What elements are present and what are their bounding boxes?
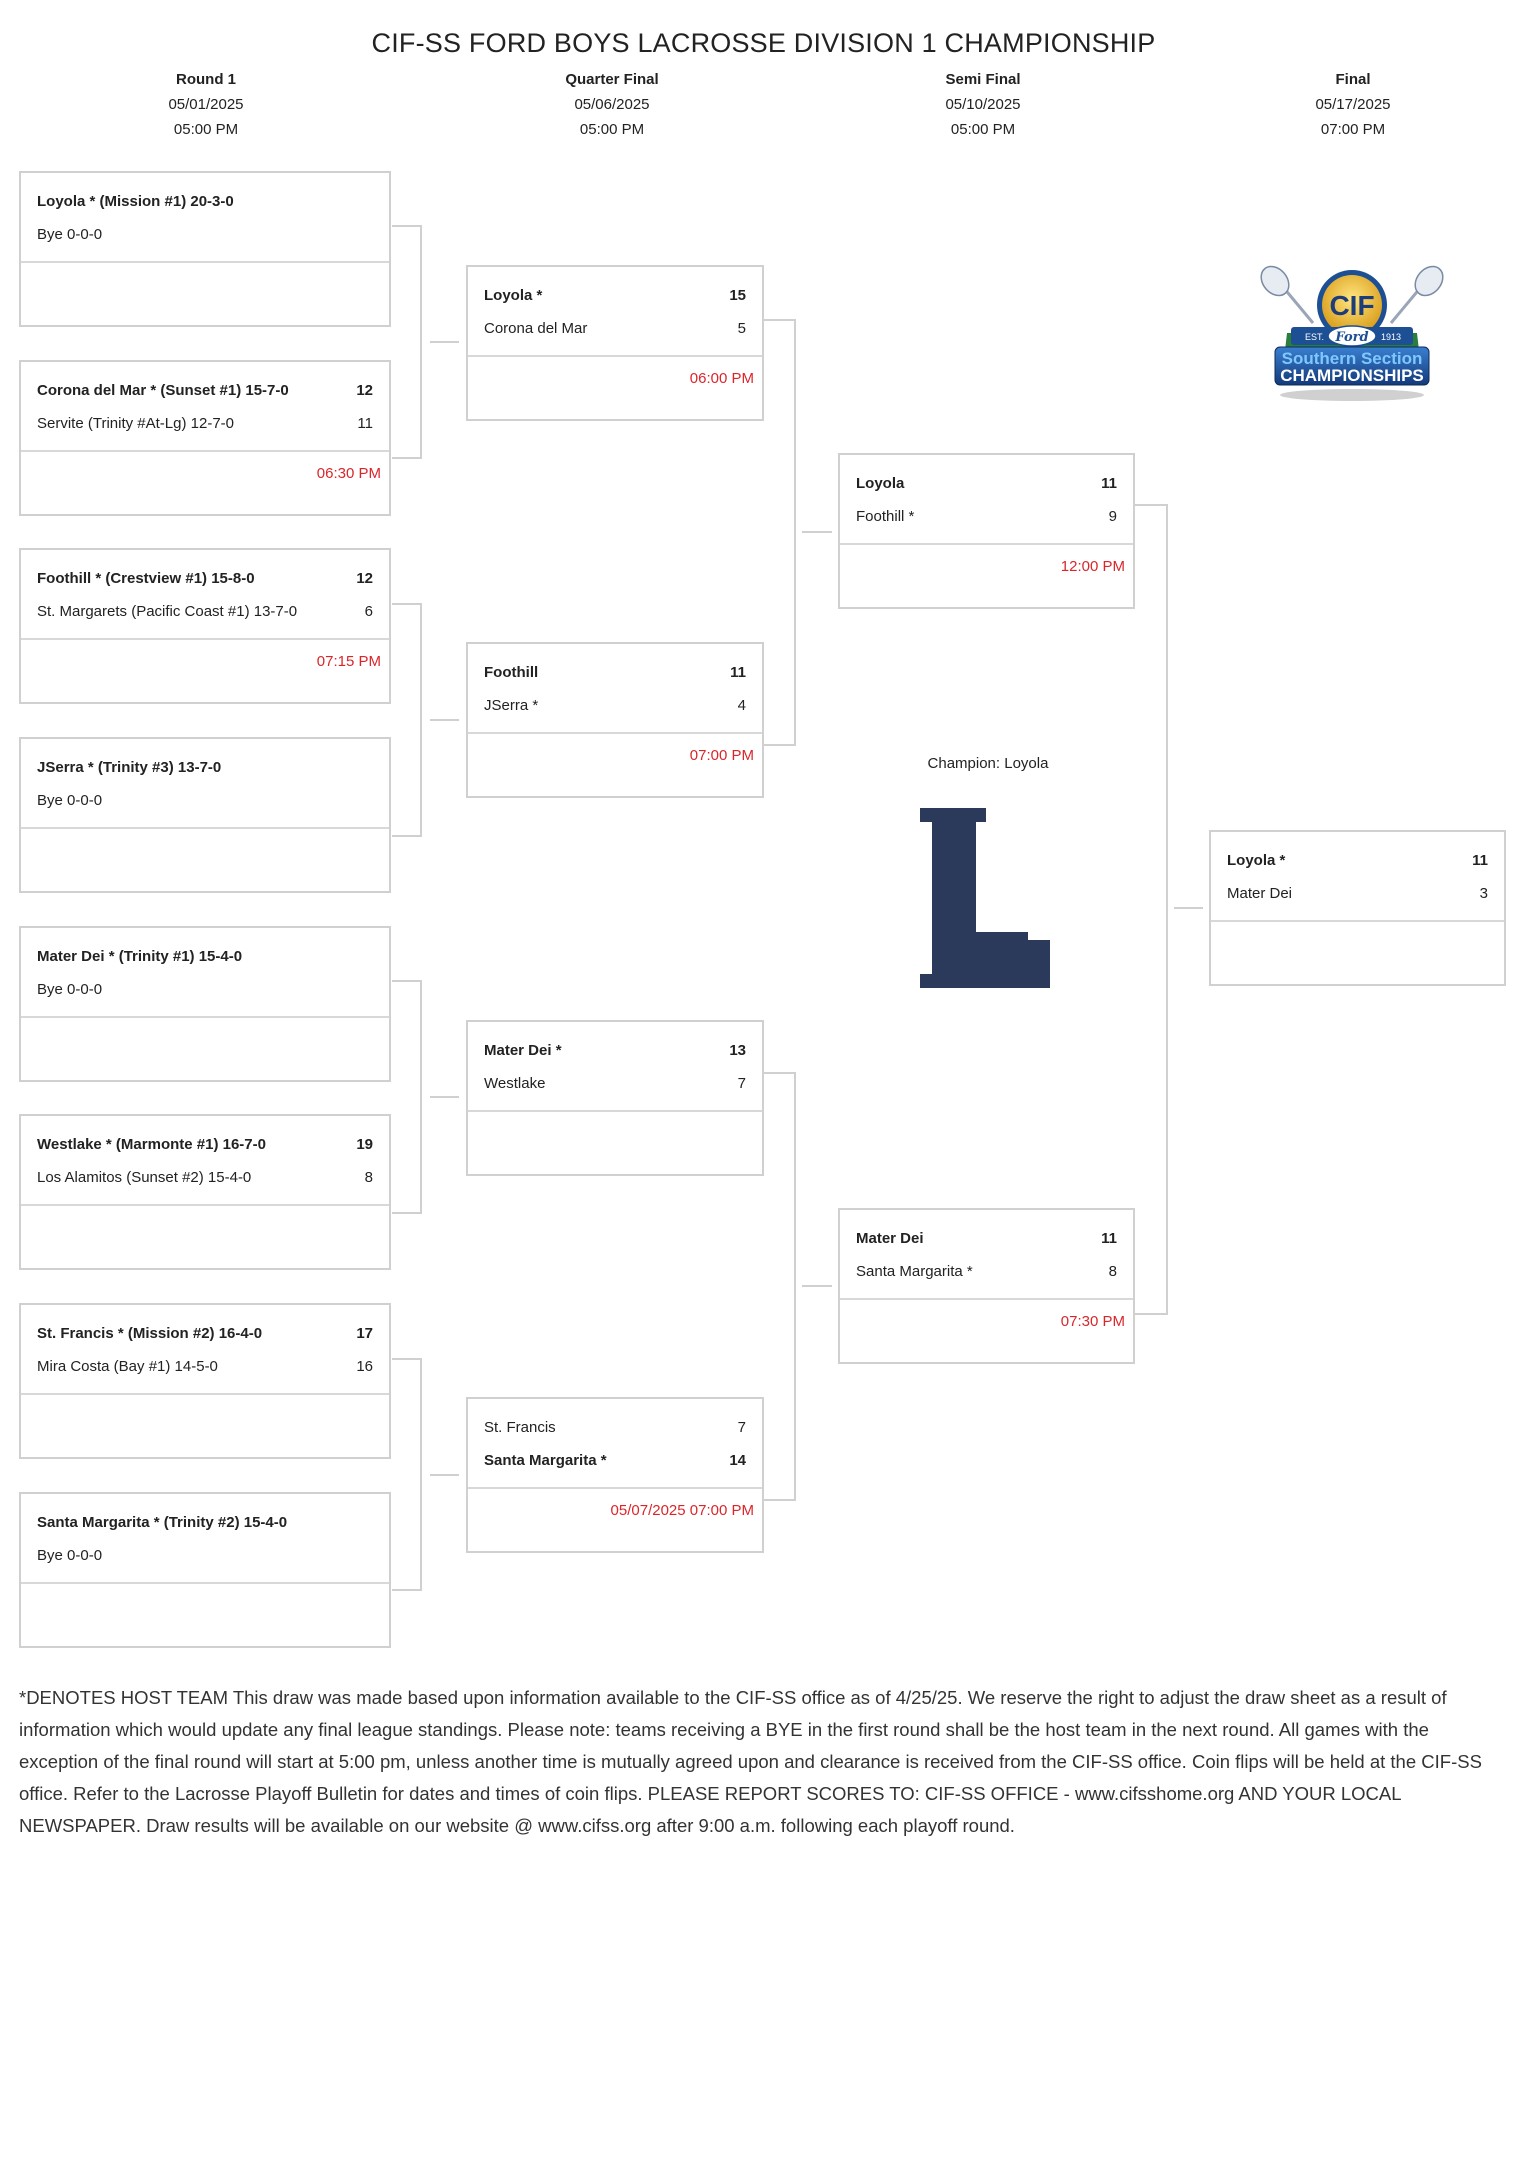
team-name: Servite (Trinity #At-Lg) 12-7-0: [37, 415, 235, 432]
team-row: [484, 320, 746, 337]
team-name: Bye 0-0-0: [37, 1547, 103, 1564]
notes-paragraph: *DENOTES HOST TEAM This draw was made based upon information available to the CIF-SS office as of 4/25/25. We reserve the right to adjust the draw sheet as a result of information which would update any final league standings. Please note: teams receiving a BYE in the first round shall be the host team in the next round. All games with the exception of the final round will start at 5:00 pm, unless another time is mutually agreed upon and clearance is received from the CIF-SS office. Coin flips will be held at the CIF-SS office. Refer to the Lacrosse Playoff Bulletin for dates and times of coin flips. PLEASE REPORT SCORES TO: CIF-SS OFFICE - www.cifsshome.org AND YOUR LOCAL NEWSPAPER. Draw results will be available on our website @ www.cifss.org after 9:00 a.m. following each playoff round.: [19, 1687, 1482, 1836]
champion-label: Champion: Loyola: [927, 755, 1049, 772]
round-time: 07:00 PM: [1320, 121, 1386, 138]
team-score: 12: [356, 570, 373, 587]
team-row: [37, 1169, 373, 1186]
match-box-final: [1209, 830, 1506, 986]
match-time: 06:00 PM: [689, 370, 754, 387]
divider: [468, 732, 762, 734]
team-row: [37, 415, 373, 432]
team-name: JSerra * (Trinity #3) 13-7-0: [37, 759, 222, 776]
match-box-r1-1: [19, 171, 391, 327]
team-name: Bye 0-0-0: [37, 226, 103, 243]
team-row: [856, 508, 1117, 525]
team-row: [37, 570, 373, 587]
team-name: Santa Margarita * (Trinity #2) 15-4-0: [37, 1514, 288, 1531]
divider: [21, 1016, 389, 1018]
team-score: 16: [356, 1358, 373, 1375]
team-score: 8: [364, 1169, 373, 1186]
round-date: 05/17/2025: [1315, 96, 1391, 113]
team-row: [856, 475, 1117, 492]
team-name: Santa Margarita *: [856, 1263, 973, 1280]
team-name: Foothill: [484, 664, 539, 681]
team-name: Bye 0-0-0: [37, 792, 103, 809]
svg-text:EST.: EST.: [1305, 332, 1325, 342]
team-row: [484, 1419, 746, 1436]
team-name: Mater Dei: [856, 1230, 924, 1247]
team-name: Westlake * (Marmonte #1) 16-7-0: [37, 1136, 266, 1153]
team-name: Bye 0-0-0: [37, 981, 103, 998]
team-row: [37, 1325, 373, 1342]
team-score: 17: [356, 1325, 373, 1342]
team-row: [37, 981, 373, 998]
match-time: 07:15 PM: [316, 653, 381, 670]
team-name: Loyola *: [1227, 852, 1286, 869]
team-name: Santa Margarita *: [484, 1452, 607, 1469]
svg-text:CIF: CIF: [1329, 290, 1375, 321]
team-score: 6: [364, 603, 373, 620]
team-score: 11: [357, 415, 373, 432]
round-name: Semi Final: [945, 71, 1021, 88]
match-time: 07:00 PM: [689, 747, 754, 764]
team-row: [484, 1452, 746, 1469]
team-name: Mater Dei: [1227, 885, 1293, 902]
team-name: Loyola: [856, 475, 905, 492]
team-name: JSerra *: [484, 697, 539, 714]
team-row: [484, 1042, 746, 1059]
team-name: St. Francis * (Mission #2) 16-4-0: [37, 1325, 263, 1342]
divider: [468, 1487, 762, 1489]
match-time: 05/07/2025 07:00 PM: [610, 1502, 754, 1519]
team-score: 13: [729, 1042, 746, 1059]
round-date: 05/01/2025: [168, 96, 244, 113]
svg-text:1913: 1913: [1380, 332, 1401, 342]
divider: [21, 1582, 389, 1584]
team-row: [37, 193, 373, 210]
match-box-r1-3: [19, 548, 391, 704]
divider: [21, 1393, 389, 1395]
team-name: Mater Dei *: [484, 1042, 562, 1059]
divider: [840, 1298, 1133, 1300]
team-score: 7: [737, 1419, 746, 1436]
team-name: Corona del Mar: [484, 320, 588, 337]
match-box-qf-3: [466, 1020, 764, 1176]
match-box-r1-5: [19, 926, 391, 1082]
match-box-r1-7: [19, 1303, 391, 1459]
round-time: 05:00 PM: [173, 121, 239, 138]
champion-logo-icon: [918, 806, 1052, 990]
team-score: 11: [1101, 475, 1117, 492]
team-row: [1227, 885, 1488, 902]
team-row: [484, 287, 746, 304]
divider: [468, 355, 762, 357]
svg-text:Southern Section: Southern Section: [1281, 349, 1423, 368]
team-score: 5: [737, 320, 746, 337]
match-box-sf-1: [838, 453, 1135, 609]
team-score: 15: [729, 287, 746, 304]
team-name: Corona del Mar * (Sunset #1) 15-7-0: [37, 382, 289, 399]
team-name: Foothill *: [856, 508, 915, 525]
divider: [21, 827, 389, 829]
team-name: Mira Costa (Bay #1) 14-5-0: [37, 1358, 218, 1375]
round-name: Quarter Final: [565, 71, 659, 88]
team-row: [37, 759, 373, 776]
team-row: [37, 382, 373, 399]
team-row: [484, 1075, 746, 1092]
team-name: St. Margarets (Pacific Coast #1) 13-7-0: [37, 603, 298, 620]
divider: [468, 1110, 762, 1112]
team-row: [1227, 852, 1488, 869]
round-date: 05/06/2025: [574, 96, 650, 113]
team-score: 3: [1479, 885, 1488, 902]
team-row: [37, 1514, 373, 1531]
round-time: 05:00 PM: [579, 121, 645, 138]
team-name: Los Alamitos (Sunset #2) 15-4-0: [37, 1169, 252, 1186]
round-date: 05/10/2025: [945, 96, 1021, 113]
team-row: [37, 226, 373, 243]
match-box-r1-4: [19, 737, 391, 893]
round-name: Final: [1335, 71, 1371, 88]
team-score: 11: [1101, 1230, 1117, 1247]
team-row: [856, 1230, 1117, 1247]
match-time: 07:30 PM: [1060, 1313, 1125, 1330]
team-score: 7: [737, 1075, 746, 1092]
round-name: Round 1: [176, 71, 236, 88]
team-score: 8: [1108, 1263, 1117, 1280]
team-row: [856, 1263, 1117, 1280]
team-score: 11: [1472, 852, 1488, 869]
team-score: 19: [356, 1136, 373, 1153]
team-score: 4: [737, 697, 746, 714]
round-time: 05:00 PM: [950, 121, 1016, 138]
match-time: 06:30 PM: [316, 465, 381, 482]
divider: [21, 1204, 389, 1206]
team-row: [37, 1547, 373, 1564]
svg-text:Ford: Ford: [1335, 330, 1369, 345]
team-row: [37, 792, 373, 809]
team-row: [484, 664, 746, 681]
team-name: St. Francis: [484, 1419, 556, 1436]
team-name: Westlake: [484, 1075, 546, 1092]
svg-text:CHAMPIONSHIPS: CHAMPIONSHIPS: [1280, 366, 1424, 385]
team-score: 12: [356, 382, 373, 399]
cif-championships-logo-icon: [1253, 263, 1451, 403]
divider: [21, 261, 389, 263]
team-score: 9: [1108, 508, 1117, 525]
match-box-r1-6: [19, 1114, 391, 1270]
divider: [21, 638, 389, 640]
match-box-r1-2: [19, 360, 391, 516]
team-name: Loyola * (Mission #1) 20-3-0: [37, 193, 234, 210]
match-box-sf-2: [838, 1208, 1135, 1364]
team-row: [37, 603, 373, 620]
team-score: 14: [729, 1452, 746, 1469]
divider: [21, 450, 389, 452]
divider: [840, 543, 1133, 545]
divider: [1211, 920, 1504, 922]
team-row: [37, 1136, 373, 1153]
page-title: CIF-SS FORD BOYS LACROSSE DIVISION 1 CHAMPIONSHIP: [371, 28, 1156, 58]
match-box-r1-8: [19, 1492, 391, 1648]
team-name: Mater Dei * (Trinity #1) 15-4-0: [37, 948, 243, 965]
team-name: Loyola *: [484, 287, 543, 304]
match-box-qf-1: [466, 265, 764, 421]
match-box-qf-2: [466, 642, 764, 798]
team-score: 11: [730, 664, 746, 681]
match-time: 12:00 PM: [1060, 558, 1125, 575]
team-row: [37, 948, 373, 965]
team-row: [37, 1358, 373, 1375]
match-box-qf-4: [466, 1397, 764, 1553]
team-name: Foothill * (Crestview #1) 15-8-0: [37, 570, 255, 587]
team-row: [484, 697, 746, 714]
